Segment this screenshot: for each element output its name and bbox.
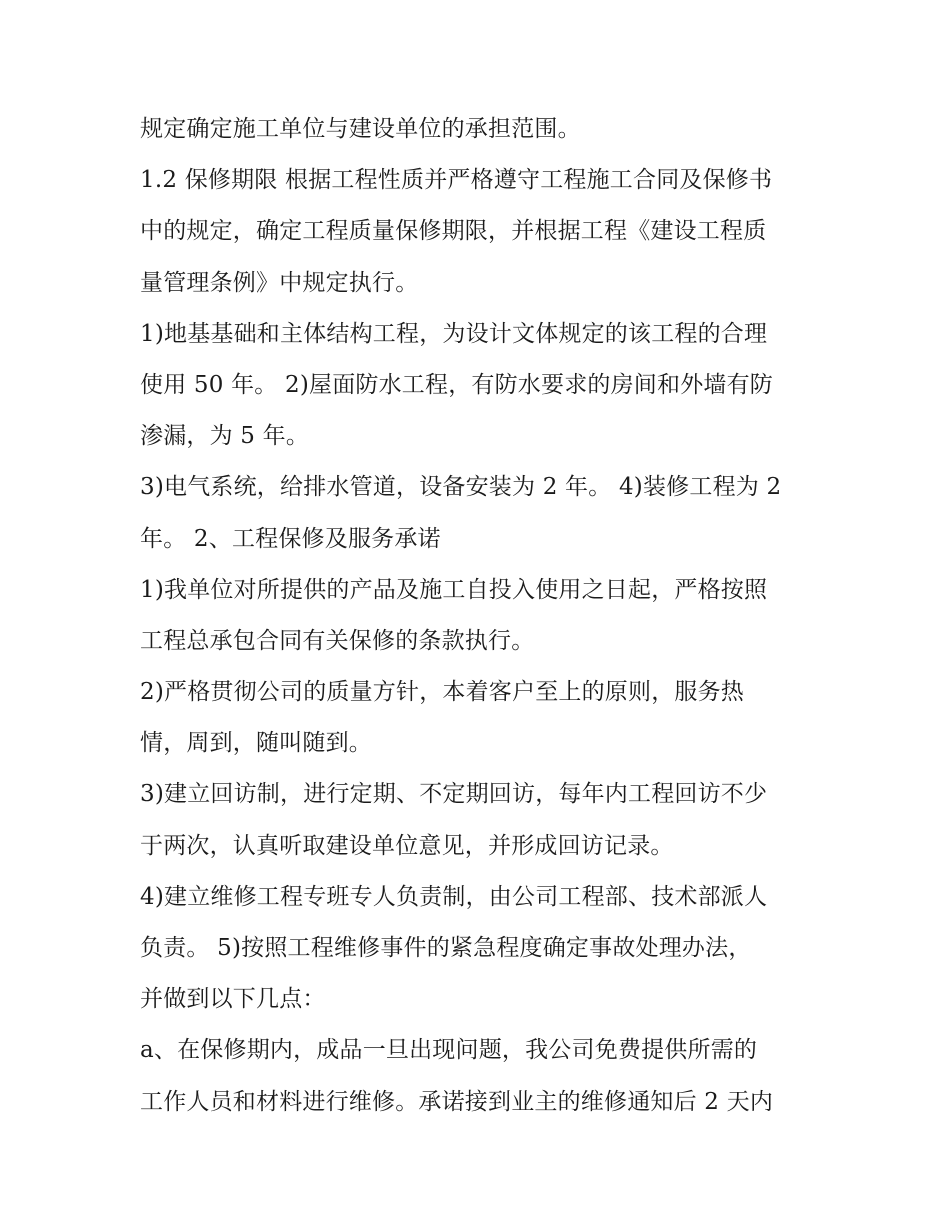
text-line: a、在保修期内，成品一旦出现问题，我公司免费提供所需的 — [140, 1037, 758, 1064]
text-line: 2)严格贯彻公司的质量方针，本着客户至上的原则，服务热 — [140, 679, 745, 706]
text-line: 情，周到，随叫随到。 — [140, 730, 372, 757]
text-line: 3)建立回访制，进行定期、不定期回访，每年内工程回访不少 — [140, 781, 768, 808]
text-line: 1.2 保修期限 根据工程性质并严格遵守工程施工合同及保修书 — [140, 167, 773, 194]
text-line: 并做到以下几点： — [140, 986, 326, 1013]
text-line: 量管理条例》中规定执行。 — [140, 269, 419, 296]
text-line: 3)电气系统，给排水管道，设备安装为 2 年。 4)装修工程为 2 — [140, 474, 782, 501]
text-line: 1)地基基础和主体结构工程，为设计文体规定的该工程的合理 — [140, 320, 768, 347]
text-line: 中的规定，确定工程质量保修期限，并根据工程《建设工程质 — [140, 218, 767, 245]
text-line: 于两次，认真听取建设单位意见，并形成回访记录。 — [140, 832, 674, 859]
text-line: 规定确定施工单位与建设单位的承担范围。 — [140, 116, 581, 142]
text-line: 渗漏，为 5 年。 — [140, 423, 310, 450]
text-line: 工程总承包合同有关保修的条款执行。 — [140, 627, 535, 654]
text-line: 使用 50 年。 2)屋面防水工程，有防水要求的房间和外墙有防 — [140, 371, 774, 398]
text-line: 负责。 5)按照工程维修事件的紧急程度确定事故处理办法， — [140, 935, 752, 961]
text-line: 1)我单位对所提供的产品及施工自投入使用之日起，严格按照 — [140, 576, 768, 603]
document-body — [140, 108, 840, 1132]
text-line: 年。 2、工程保修及服务承诺 — [140, 525, 441, 552]
text-line: 工作人员和材料进行维修。承诺接到业主的维修通知后 2 天内 — [140, 1088, 774, 1115]
text-line: 4)建立维修工程专班专人负责制，由公司工程部、技术部派人 — [140, 883, 768, 910]
